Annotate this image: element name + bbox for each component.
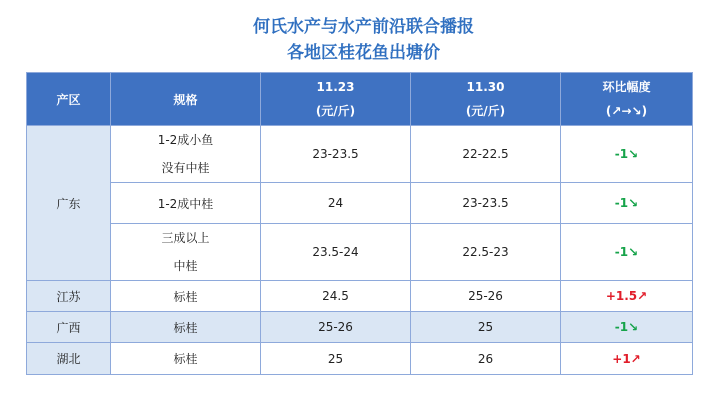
change-cell: -1↘	[561, 224, 693, 281]
table-row	[27, 312, 693, 343]
price-cell: 23-23.5	[261, 126, 411, 183]
table-row	[27, 343, 693, 375]
col-header-date2	[411, 73, 561, 126]
price-cell: 24.5	[261, 281, 411, 312]
change-cell: -1↘	[561, 183, 693, 224]
price-cell: 26	[411, 343, 561, 375]
price-cell: 22.5-23	[411, 224, 561, 281]
date2-unit: (元/斤)	[465, 104, 506, 118]
table-row	[27, 224, 693, 281]
spec-line: 没有中桂	[161, 161, 210, 175]
table-row	[27, 183, 693, 224]
report-title: 何氏水产与水产前沿联合播报	[253, 17, 474, 37]
date2-label: 11.30	[466, 80, 505, 94]
region-cell-guangdong: 广东	[27, 126, 111, 281]
col-header-change	[561, 73, 693, 126]
col-header-spec: 规格	[111, 73, 261, 126]
price-cell: 23.5-24	[261, 224, 411, 281]
col-header-date1	[261, 73, 411, 126]
change-cell: +1↗	[561, 343, 693, 375]
spec-line: 三成以上	[161, 231, 210, 245]
change-label: 环比幅度	[602, 80, 651, 94]
spec-cell: 标桂	[111, 343, 261, 375]
table-row	[27, 281, 693, 312]
change-cell: +1.5↗	[561, 281, 693, 312]
table-row	[27, 126, 693, 183]
change-cell: -1↘	[561, 126, 693, 183]
change-cell: -1↘	[561, 312, 693, 343]
region-cell-hubei: 湖北	[27, 343, 111, 375]
report-subtitle: 各地区桂花鱼出塘价	[287, 43, 440, 63]
spec-cell: 标桂	[111, 312, 261, 343]
date1-unit: (元/斤)	[315, 104, 356, 118]
table-header-row	[27, 73, 693, 126]
spec-cell: 1-2成中桂	[111, 183, 261, 224]
spec-line: 中桂	[173, 259, 198, 273]
region-cell-jiangsu: 江苏	[27, 281, 111, 312]
spec-cell	[111, 224, 261, 281]
change-sub: (↗→↘)	[605, 104, 648, 118]
region-cell-guangxi: 广西	[27, 312, 111, 343]
spec-line: 1-2成小鱼	[157, 133, 214, 147]
spec-cell	[111, 126, 261, 183]
price-table	[26, 72, 693, 375]
price-cell: 23-23.5	[411, 183, 561, 224]
date1-label: 11.23	[316, 80, 355, 94]
col-header-region: 产区	[27, 73, 111, 126]
price-cell: 25-26	[411, 281, 561, 312]
spec-cell: 标桂	[111, 281, 261, 312]
price-cell: 25	[411, 312, 561, 343]
price-cell: 25	[261, 343, 411, 375]
price-cell: 22-22.5	[411, 126, 561, 183]
price-cell: 25-26	[261, 312, 411, 343]
price-cell: 24	[261, 183, 411, 224]
